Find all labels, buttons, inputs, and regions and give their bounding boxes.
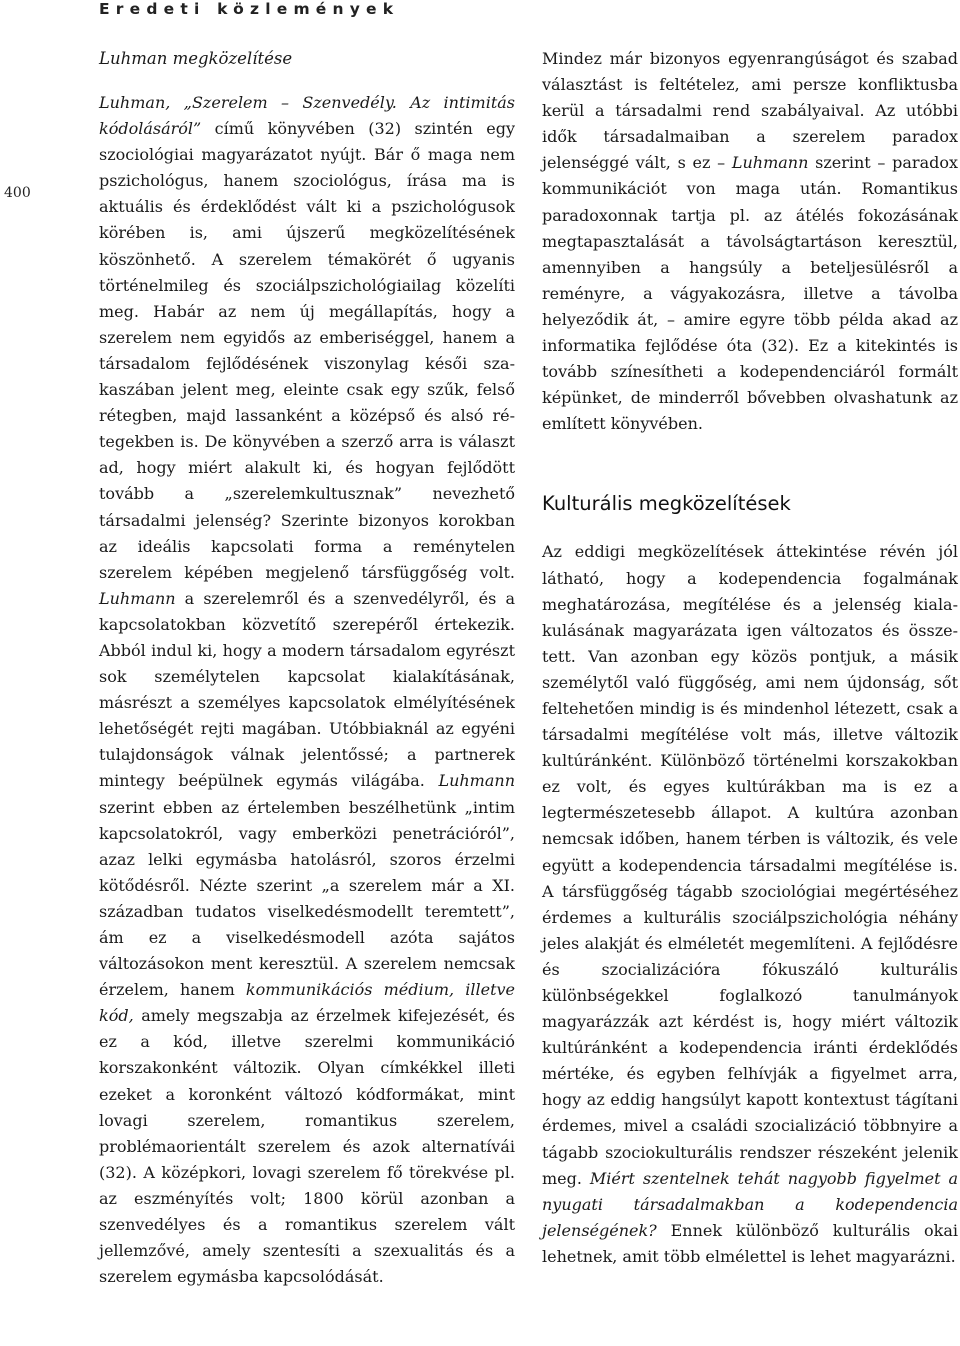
text-run: szerint ebben az értelemben beszélhetünk „intim kapcsolatokról, vagy emberközi penetrációról”, azaz lelki egymásba hatolásról, szoros érzelmi kötődésről. Nézte szerint „a szerelem már a XI. században tudatos viselkedésmodellt teremtett”, ám ez a viselkedésmodell azóta sajátos változásokon ment keresztül. A szerelem nemcsak érzelem, hanem [99, 797, 515, 1000]
text-run: amely megszabja az érzelmek kifejezését, és ez a kód, illetve szerelmi kommunikáció korszakonként változik. Olyan címkékkel illeti ezeket a koronként változó kódformákat, mint lovagi szerelem, romantikus szerelem, problémaorientált szerelem és azok alternatívái (32). A középkori, lovagi szerelem fő törekvése pl. az eszményítés volt; 1800 körül azonban a szenvedélyes és a romantikus szerelem vált jellemzővé, amely szentesíti a szexualitás és a szerelem egymásba kapcsolódását. [99, 1006, 515, 1287]
running-head [0, 0, 960, 28]
text-run: Luhmann [731, 153, 809, 173]
text-run: Miért szentelnek tehát nagyobb figyelmet a nyugati társadalmakban a kodependencia jelenségének? [542, 1168, 958, 1240]
text-run: Az eddigi megközelítések áttekintése révén jól látható, hogy a kodependencia fogalmának meghatározása, megítélése és a jelenség kialakulásának magyarázata igen változatos és összetett. Van azonban egy közös pontjuk, a másik személytől való függőség, ami nem újdonság, sőt feltehetően mindig is és mindenhol létezett, csak a társadalmi megítélése volt más, illetve változik kultúránként. Különböző történelmi korszakokban ez volt, és egyes kultúrákban ma is ez a legtermészetesebb állapot. A kultúra azonban nemcsak időben, hanem térben is változik, és vele együtt a kodependencia társadalmi megítélése is. A társfüggőség tágabb szociológiai megértéséhez érdemes a kulturális szociálpszichológia néhány jeles alakját és elméletét megemlíteni. A fejlődésre és szocializációra fókuszáló kulturális különbségekkel foglalkozó tanulmányok magyarázzák azt kérdést is, hogy miért változik kultúránként a kodependencia iránti érdeklődés mértéke, és egyben felhívják a figyelmet arra, hogy az eddig hangsúlyt kapott kontextust tágítani érdemes, mivel a családi szocializáció többnyire a tágabb szociokulturális rendszer részeként jelenik meg. [542, 542, 958, 1188]
page-number: 400 [4, 185, 31, 201]
text-run: a szerelemről és a szenvedélyről, és a kapcsolatokban közvetítő szerepéről értekezik. Abból indul ki, hogy a modern társadalom egyrészt sok személytelen kapcsolat kialakításának, másrészt a személyes kapcsolatok elmélyítésének lehetőségét rejti magában. Utóbbiaknál az egyéni tulajdonságok válnak jelentőssé; a partnerek mintegy beépülnek egymás világába. [99, 588, 515, 791]
text-run: Luhmann [438, 771, 515, 791]
text-run: Mindez már bizonyos egyenrangúságot és szabad választást is feltételez, ami persze konfliktusba kerül a társadalmi rend szabályaival. Az utóbbi idők társadalmaiban a szerelem paradox jelenséggé vált, s ez – [542, 49, 958, 173]
body-paragraph [99, 90, 515, 1290]
text-run: című könyvében (32) szintén egy szociológiai magyarázatot nyújt. Bár ő maga nem pszichológus, hanem szociológus, írása ma is aktuális és érdeklődést vált ki a pszichológusok körében is, ami újszerű megközelítésének köszönhető. A szerelem témakörét ő ugyanis történelmileg és szociálpszichológiailag közelíti meg. Habár az nem új megállapítás, hogy a szerelem nem egyidős az emberiséggel, hanem a társadalom fejlődésének viszonylag késői szakaszában jelent meg, eleinte csak egy szűk, felső rétegben, majd lassanként a középső és alsó rétegekben is. De könyvében a szerző arra is választ ad, hogy miért alakult ki, és hogyan fejlődött tovább a „szerelemkultusznak” nevezhető társadalmi jelenség? Szerinte bizonyos korokban az ideális kapcsolati forma a reménytelen szerelem képében megjelenő társfüggőség volt. [99, 119, 515, 582]
section-subheading: Luhman megközelítése [99, 49, 293, 68]
section-heading: Kulturális megközelítések [542, 492, 791, 516]
text-run: Luhmann [99, 588, 176, 608]
left-column [99, 46, 515, 1290]
running-head-title: Eredeti közlemények [99, 0, 400, 18]
right-column [542, 46, 958, 1270]
text-run: Luhman, „Szerelem – Szenvedély. Az intimitás kódolásáról” [99, 93, 515, 139]
text-run: szerint – paradox kommunikációt von maga után. Romantikus paradoxonnak tartja pl. az átélés fokozásának megtapasztalását a távolságtartáson keresztül, amennyiben a hangsúly a beteljesülésről a reményre, a vágyakozásra, illetve a távolba helyeződik át, – amire egyre több példa akad az informatika fejlődése óta (32). Ez a kitekintés is tovább színesítheti a kodependenciáról formált képünket, de minderről bővebben olvashatunk az említett könyvében. [542, 153, 958, 434]
body-paragraph [542, 539, 958, 1270]
body-paragraph [542, 46, 958, 437]
text-run: kommunikációs médium, illetve kód, [99, 980, 515, 1026]
text-run: Ennek különböző kulturális okai lehetnek, amit több elmélettel is lehet magyarázni. [542, 1220, 958, 1266]
